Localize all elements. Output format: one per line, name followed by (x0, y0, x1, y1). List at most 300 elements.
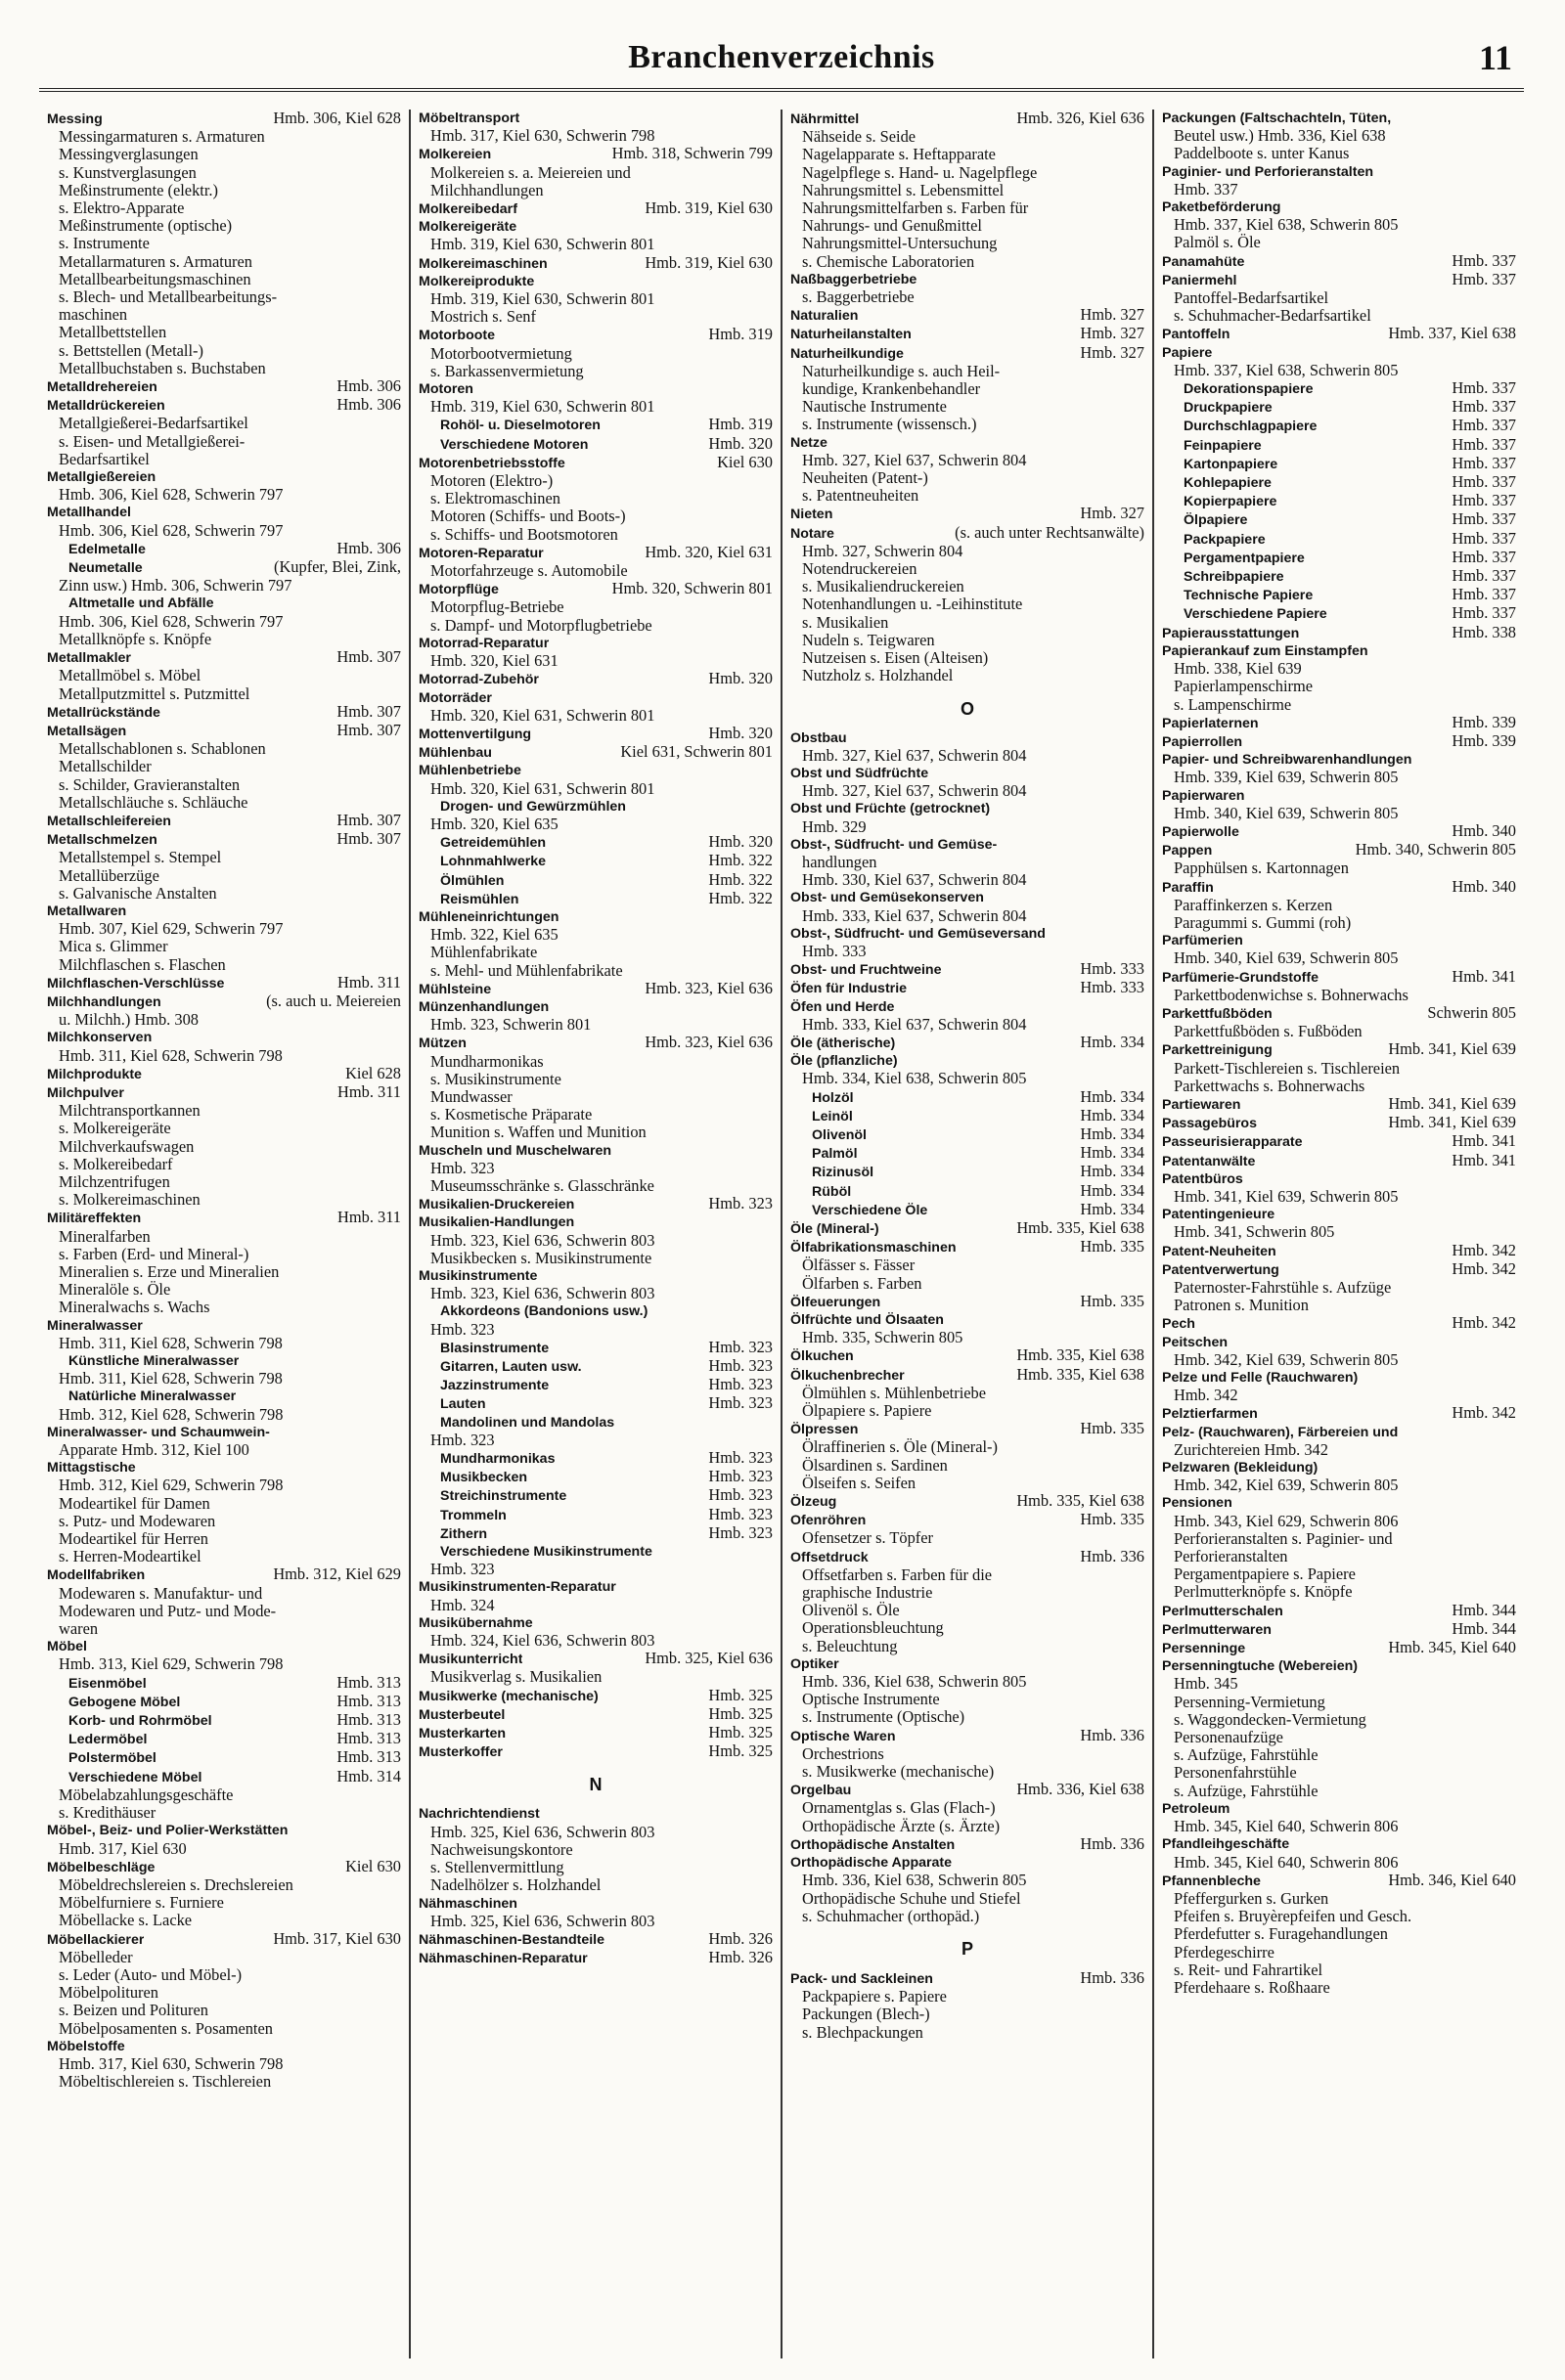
entry-line: Papphülsen s. Kartonnagen (1174, 859, 1349, 878)
entry-line: Nautische Instrumente (802, 398, 947, 417)
entry-reference: Hmb. 341, Kiel 639 (1388, 1113, 1516, 1132)
entry-heading: Offsetdruck (790, 1549, 869, 1565)
entry-line: Hmb. 327, Kiel 637, Schwerin 804 (802, 746, 1027, 765)
entry-heading-row (1162, 1314, 1516, 1333)
entry-heading-row (1162, 163, 1516, 181)
entry-line: Ölpapiere s. Papiere (802, 1402, 932, 1421)
entry-heading-row (419, 798, 773, 815)
entry-line: Hmb. 312, Kiel 629, Schwerin 798 (59, 1476, 284, 1495)
entry-heading: Partiewaren (1162, 1096, 1241, 1113)
entry-heading-row (790, 271, 1144, 288)
entry-heading-row (47, 1748, 401, 1767)
directory-entry (47, 812, 401, 830)
directory-entry (1162, 549, 1516, 567)
entry-line: Nähseide s. Seide (802, 128, 917, 147)
entry-reference: Hmb. 336 (1080, 1546, 1144, 1565)
entry-line: s. Herren-Modeartikel (59, 1548, 201, 1566)
entry-heading: Motorpflüge (419, 582, 499, 598)
entry-line: Packpapiere s. Papiere (802, 1988, 947, 2006)
entry-heading: Pelzwaren (Bekleidung) (1162, 1460, 1319, 1476)
entry-line: Hmb. 317, Kiel 630 (59, 1839, 187, 1858)
entry-heading: Mineralwasser (47, 1317, 143, 1334)
entry-heading-row (419, 254, 773, 273)
entry-heading-row (1162, 344, 1516, 362)
directory-entry (1162, 1835, 1516, 1871)
entry-reference: Hmb. 335 (1080, 1291, 1144, 1310)
directory-entry (790, 1492, 1144, 1511)
directory-entry (47, 992, 401, 1029)
entry-heading: Pelz- (Rauchwaren), Färbereien und (1162, 1424, 1399, 1440)
entry-heading: Pfandleihgeschäfte (1162, 1836, 1290, 1853)
entry-line: Hmb. 323, Kiel 636, Schwerin 803 (430, 1231, 655, 1250)
entry-reference: Hmb. 318, Schwerin 799 (611, 144, 773, 163)
page-header (39, 29, 1524, 100)
entry-heading: Motorenbetriebsstoffe (419, 455, 565, 471)
entry-heading-row (419, 110, 773, 127)
entry-reference: Hmb. 345, Kiel 640 (1388, 1638, 1516, 1657)
directory-entry (47, 1730, 401, 1748)
entry-heading: Patent-Neuheiten (1162, 1243, 1276, 1259)
directory-entry (790, 1163, 1144, 1181)
entry-line: s. Schilder, Gravieranstalten (59, 775, 241, 794)
directory-entry (419, 725, 773, 743)
entry-heading: Mühlenbetriebe (419, 763, 521, 779)
entry-line: Palmöl s. Öle (1174, 234, 1261, 252)
entry-line: s. Musikaliendruckereien (802, 578, 964, 596)
directory-entry (790, 1420, 1144, 1492)
entry-heading: Polstermöbel (68, 1750, 156, 1767)
entry-heading: Papier- und Schreibwarenhandlungen (1162, 752, 1412, 769)
entry-heading-row (790, 344, 1144, 363)
entry-line: s. Stellenvermittlung (430, 1859, 564, 1877)
entry-line: Orthopädische Ärzte (s. Ärzte) (802, 1817, 1001, 1835)
entry-heading-row (790, 1125, 1144, 1144)
entry-reference: Hmb. 341, Kiel 639 (1388, 1039, 1516, 1059)
directory-entry (419, 1805, 773, 1894)
entry-reference: Kiel 630 (717, 452, 773, 471)
entry-line: Metallknöpfe s. Knöpfe (59, 630, 212, 648)
entry-heading: Ofenröhren (790, 1513, 867, 1529)
header-rule (39, 88, 1524, 92)
entry-line: Modeartikel für Herren (59, 1530, 208, 1549)
entry-heading-row (47, 396, 401, 415)
entry-heading: Natürliche Mineralwasser (68, 1388, 237, 1405)
entry-heading: Naßbaggerbetriebe (790, 271, 917, 287)
entry-line: Papierlampenschirme (1174, 678, 1314, 696)
directory-entry (1162, 1114, 1516, 1132)
entry-heading: Nähmaschinen (419, 1895, 517, 1912)
entry-heading-row (47, 648, 401, 667)
entry-reference: Hmb. 339 (1452, 730, 1516, 750)
directory-entry (419, 1705, 773, 1724)
entry-reference: Hmb. 339 (1452, 712, 1516, 731)
entry-line: Personenaufzüge (1174, 1729, 1283, 1747)
directory-entry (790, 1052, 1144, 1087)
entry-heading-row (1162, 1170, 1516, 1188)
entry-heading-row (47, 722, 401, 740)
directory-entry (1162, 510, 1516, 529)
directory-entry (790, 344, 1144, 434)
entry-line: Nachweisungskontore (430, 1840, 573, 1859)
entry-heading-row (419, 1195, 773, 1213)
entry-heading: Paraffin (1162, 879, 1214, 896)
entry-heading-row (1162, 822, 1516, 841)
directory-entry (419, 145, 773, 199)
entry-heading-row (47, 1693, 401, 1711)
entry-heading: Lauten (440, 1396, 486, 1413)
entry-reference: Hmb. 340 (1452, 876, 1516, 896)
entry-heading-row (790, 925, 1144, 943)
entry-heading: Nährmittel (790, 111, 860, 127)
entry-heading-row (47, 1711, 401, 1730)
entry-line: Ölmühlen s. Mühlenbetriebe (802, 1384, 986, 1402)
entry-heading: Pappen (1162, 843, 1213, 859)
entry-reference: Hmb. 335 (1080, 1419, 1144, 1438)
entry-line: Naturheilkundige s. auch Heil- (802, 362, 1001, 380)
entry-heading: Künstliche Mineralwasser (68, 1353, 240, 1370)
entry-heading-row (47, 468, 401, 486)
entry-heading: Rüböl (812, 1183, 852, 1200)
entry-heading: Peitschen (1162, 1334, 1229, 1350)
entry-reference: Hmb. 337 (1452, 528, 1516, 548)
directory-entry (419, 1267, 773, 1302)
entry-heading-row (419, 1524, 773, 1543)
entry-heading-row (790, 1034, 1144, 1052)
entry-reference: Hmb. 338 (1452, 622, 1516, 641)
directory-entry (47, 504, 401, 539)
entry-heading: Modellfabriken (47, 1567, 146, 1584)
entry-heading-row (1162, 1260, 1516, 1279)
entry-heading-row (790, 1492, 1144, 1511)
section-letter: N (589, 1775, 603, 1795)
entry-heading: Verschiedene Papiere (1184, 606, 1327, 623)
directory-entry (419, 689, 773, 725)
entry-reference: Hmb. 335 (1080, 1510, 1144, 1529)
directory-entry (1162, 567, 1516, 586)
entry-heading: Persenninge (1162, 1641, 1246, 1657)
entry-reference: Hmb. 311 (337, 972, 401, 992)
entry-reference: Hmb. 326 (708, 1928, 773, 1948)
entry-heading-row (790, 765, 1144, 782)
entry-line: s. Beizen und Polituren (59, 2002, 208, 2020)
entry-line: Offsetfarben s. Farben für die (802, 1565, 993, 1584)
entry-reference: Hmb. 325 (708, 1703, 773, 1723)
entry-heading: Eisenmöbel (68, 1675, 147, 1692)
entry-heading: Naturheilanstalten (790, 327, 912, 343)
entry-heading: Paniermehl (1162, 272, 1237, 288)
entry-heading-row (790, 1052, 1144, 1070)
entry-heading-row (790, 998, 1144, 1016)
entry-heading: Möbelbeschläge (47, 1859, 156, 1875)
entry-reference: Hmb. 319 (708, 325, 773, 344)
directory-entry (419, 1449, 773, 1468)
entry-heading-row (1162, 1334, 1516, 1351)
entry-heading-row (419, 852, 773, 870)
directory-entry (790, 800, 1144, 835)
entry-line: s. Barkassenvermietung (430, 362, 584, 380)
entry-heading-row (790, 1969, 1144, 1988)
entry-line: Mineralöle s. Öle (59, 1281, 171, 1300)
entry-heading-row (419, 1142, 773, 1160)
entry-line: Bedarfsartikel (59, 450, 150, 468)
entry-reference: Hmb. 326 (708, 1948, 773, 1967)
entry-reference: Hmb. 323 (708, 1337, 773, 1356)
directory-entry (1162, 822, 1516, 841)
directory-entry (419, 1687, 773, 1705)
entry-heading-row (790, 1293, 1144, 1311)
entry-heading: Ölkuchenbrecher (790, 1367, 905, 1384)
entry-heading: Möbelstoffe (47, 2038, 125, 2054)
entry-heading-row (1162, 510, 1516, 529)
entry-line: Hmb. 311, Kiel 628, Schwerin 798 (59, 1370, 283, 1388)
entry-heading-row (1162, 878, 1516, 897)
entry-reference: Hmb. 325, Kiel 636 (645, 1649, 773, 1668)
directory-entry (419, 1742, 773, 1761)
entry-heading: Obst und Früchte (getrocknet) (790, 801, 991, 817)
entry-heading-row (790, 960, 1144, 979)
directory-entry (1162, 732, 1516, 751)
entry-line: s. Leder (Auto- und Möbel-) (59, 1965, 243, 1984)
entry-reference: Hmb. 320, Kiel 631 (645, 542, 773, 561)
directory-entry (419, 1486, 773, 1505)
directory-entry (790, 1238, 1144, 1293)
entry-heading-row (790, 800, 1144, 817)
directory-entry (790, 1854, 1144, 1925)
entry-heading: Mottenvertilgung (419, 726, 532, 742)
entry-heading: Metallschleifereien (47, 813, 171, 829)
entry-heading: Metallsägen (47, 723, 127, 739)
entry-heading-row (419, 1742, 773, 1761)
directory-entry (47, 1822, 401, 1857)
entry-line: s. Aufzüge, Fahrstühle (1174, 1782, 1319, 1800)
directory-entry (47, 1065, 401, 1083)
entry-heading-row (790, 1163, 1144, 1181)
directory-entry (47, 1424, 401, 1459)
directory-entry (790, 524, 1144, 685)
directory-entry (47, 1638, 401, 1673)
entry-line: Mostrich s. Senf (430, 308, 536, 327)
directory-entry (790, 1201, 1144, 1219)
entry-line: Nahrungsmittel s. Lebensmittel (802, 181, 1005, 199)
entry-heading-row (1162, 624, 1516, 642)
directory-entry (1162, 163, 1516, 198)
directory-entry (1162, 530, 1516, 549)
entry-line: Nahrungs- und Genußmittel (802, 217, 982, 236)
entry-line: s. Waggondecken-Vermietung (1174, 1710, 1366, 1729)
entry-line: handlungen (802, 853, 877, 871)
entry-reference: Hmb. 313 (336, 1729, 401, 1748)
directory-entry (47, 540, 401, 558)
directory-entry (1162, 787, 1516, 822)
directory-entry (419, 1142, 773, 1196)
entry-heading-row (419, 1543, 773, 1561)
directory-entry (47, 1209, 401, 1316)
entry-heading: Motoren (419, 381, 473, 398)
entry-reference: Hmb. 306 (336, 395, 401, 415)
entry-heading: Motoren-Reparatur (419, 545, 544, 561)
entry-line: Hmb. 319, Kiel 630, Schwerin 801 (430, 290, 655, 309)
entry-heading-row (790, 1835, 1144, 1854)
entry-reference: Hmb. 327 (1080, 342, 1144, 362)
entry-heading-row (790, 1311, 1144, 1329)
entry-line: Meßinstrumente (optische) (59, 217, 233, 236)
entry-heading: Panamahüte (1162, 253, 1245, 270)
entry-reference: Hmb. 327 (1080, 324, 1144, 343)
entry-reference: Hmb. 334 (1080, 1086, 1144, 1106)
directory-entry (1162, 473, 1516, 492)
entry-line: Hmb. 337 (1174, 180, 1238, 198)
directory-entry (1162, 1334, 1516, 1369)
entry-reference: Hmb. 336 (1080, 1833, 1144, 1853)
entry-line: Hmb. 325, Kiel 636, Schwerin 803 (430, 1912, 655, 1930)
directory-entry (419, 762, 773, 797)
entry-heading-row (47, 1674, 401, 1693)
entry-line: s. Schuhmacher (orthopäd.) (802, 1907, 980, 1925)
directory-entry (419, 998, 773, 1034)
directory-entry (419, 1578, 773, 1613)
entry-line: Hmb. 327, Kiel 637, Schwerin 804 (802, 782, 1027, 801)
entry-line: Apparate Hmb. 312, Kiel 100 (59, 1441, 249, 1460)
entry-heading: Patentingenieure (1162, 1207, 1275, 1223)
entry-line: Munition s. Waffen und Munition (430, 1124, 647, 1142)
directory-entry (790, 889, 1144, 924)
entry-heading: Möbeltransport (419, 110, 520, 126)
entry-reference: Hmb. 312, Kiel 629 (273, 1565, 401, 1584)
entry-reference: Hmb. 337 (1452, 250, 1516, 270)
entry-reference: Hmb. 313 (336, 1747, 401, 1767)
entry-heading: Ölpressen (790, 1422, 859, 1438)
entry-line: Meßinstrumente (elektr.) (59, 181, 218, 199)
entry-line: s. Schuhmacher-Bedarfsartikel (1174, 307, 1371, 326)
entry-heading: Druckpapiere (1184, 400, 1273, 417)
entry-heading: Ölfeuerungen (790, 1294, 881, 1310)
entry-heading-row (1162, 1872, 1516, 1890)
entry-heading: Papiere (1162, 344, 1213, 361)
entry-reference: Hmb. 334 (1080, 1105, 1144, 1124)
entry-line: Pferdehaare s. Roßhaare (1174, 1978, 1330, 1997)
entry-line: Hmb. 337, Kiel 638, Schwerin 805 (1174, 361, 1399, 379)
entry-heading: Passeurisierapparate (1162, 1134, 1303, 1151)
entry-line: Milchtransportkannen (59, 1102, 201, 1121)
entry-heading-row (790, 1088, 1144, 1107)
entry-line: Möbeltischlereien s. Tischlereien (59, 2073, 272, 2092)
entry-heading: Musikalien-Handlungen (419, 1214, 575, 1231)
entry-reference: Hmb. 307 (336, 810, 401, 829)
entry-line: Hmb. 333, Kiel 637, Schwerin 804 (802, 906, 1027, 925)
directory-entry (47, 1565, 401, 1638)
entry-line: Hmb. 320, Kiel 631 (430, 652, 559, 671)
entry-line: Hmb. 345 (1174, 1675, 1238, 1694)
entry-heading-row (1162, 1800, 1516, 1818)
entry-heading-row (419, 1449, 773, 1468)
entry-heading: Metalldrehereien (47, 379, 157, 396)
directory-entry (790, 925, 1144, 960)
entry-heading-row (1162, 841, 1516, 859)
entry-line: Molkereien s. a. Meiereien und (430, 163, 631, 182)
entry-heading-row (1162, 1242, 1516, 1260)
entry-reference: Hmb. 327 (1080, 305, 1144, 325)
directory-entry (419, 1930, 773, 1949)
entry-reference: Hmb. 334 (1080, 1124, 1144, 1143)
directory-entry (790, 979, 1144, 997)
directory-entry (419, 218, 773, 253)
entry-heading: Orthopädische Apparate (790, 1855, 953, 1872)
entry-heading-row (419, 689, 773, 707)
entry-heading: Mandolinen und Mandolas (440, 1414, 615, 1431)
entry-heading-row (47, 504, 401, 521)
entry-heading: Molkereigeräte (419, 219, 517, 236)
entry-heading-row (419, 544, 773, 562)
entry-line: Motorbootvermietung (430, 344, 572, 363)
entry-line: Hmb. 312, Kiel 628, Schwerin 798 (59, 1405, 284, 1424)
entry-heading-row (47, 974, 401, 992)
entry-heading: Milchflaschen-Verschlüsse (47, 975, 225, 992)
entry-line: Mundharmonikas (430, 1052, 544, 1071)
directory-entry (790, 1511, 1144, 1547)
entry-heading: Obst-, Südfrucht- und Gemüseversand (790, 925, 1046, 942)
entry-reference: Hmb. 323 (708, 1467, 773, 1486)
entry-heading-row (47, 1209, 401, 1227)
entry-line: Hmb. 336, Kiel 638, Schwerin 805 (802, 1673, 1027, 1692)
entry-heading: Parkettfußböden (1162, 1005, 1273, 1022)
entry-heading-row (419, 273, 773, 290)
directory-entry (1162, 1152, 1516, 1170)
entry-heading-row (47, 110, 401, 128)
entry-heading-row (790, 1238, 1144, 1256)
entry-heading: Pech (1162, 1316, 1195, 1333)
directory-entry (790, 729, 1144, 765)
entry-heading-row (47, 703, 401, 722)
entry-heading: Notare (790, 525, 834, 542)
directory-entry (47, 703, 401, 722)
entry-line: Hmb. 335, Schwerin 805 (802, 1329, 963, 1347)
entry-line: Ofensetzer s. Töpfer (802, 1529, 933, 1548)
entry-heading: Optiker (790, 1655, 839, 1672)
entry-heading: Möbel (47, 1639, 87, 1655)
entry-heading-row (790, 836, 1144, 854)
entry-reference: Hmb. 306, Kiel 628 (273, 110, 401, 127)
entry-heading: Möbel-, Beiz- und Polier-Werkstätten (47, 1823, 289, 1839)
entry-heading: Pfannenbleche (1162, 1873, 1261, 1889)
entry-reference: Kiel 628 (345, 1063, 401, 1082)
directory-entry (419, 1724, 773, 1742)
page-number: 11 (1478, 38, 1512, 77)
entry-line: Olivenöl s. Öle (802, 1602, 900, 1620)
directory-entry (419, 110, 773, 145)
entry-line: Museumsschränke s. Glasschränke (430, 1176, 654, 1195)
entry-line: s. Schiffs- und Bootsmotoren (430, 525, 618, 544)
entry-line: Hmb. 306, Kiel 628, Schwerin 797 (59, 486, 284, 505)
entry-line: Beutel usw.) Hmb. 336, Kiel 638 (1174, 127, 1386, 146)
entry-heading: Mühlenbau (419, 745, 492, 762)
entry-line: Modeartikel für Damen (59, 1494, 210, 1513)
entry-reference: Hmb. 307 (336, 701, 401, 721)
directory-entry (419, 454, 773, 544)
entry-heading-row (419, 1357, 773, 1376)
directory-entry (790, 1088, 1144, 1107)
entry-heading: Jazzinstrumente (440, 1378, 550, 1394)
directory-entry (1162, 325, 1516, 343)
entry-line: s. Musikalien (802, 613, 889, 632)
entry-line: Hmb. 323 (430, 1561, 495, 1579)
entry-heading: Ölfrüchte und Ölsaaten (790, 1312, 944, 1328)
entry-line: Parkettfußböden s. Fußböden (1174, 1023, 1363, 1041)
entry-heading: Öle (pflanzliche) (790, 1053, 898, 1070)
entry-line: Metallschablonen s. Schablonen (59, 740, 266, 759)
entry-heading: Optische Waren (790, 1728, 896, 1744)
entry-heading-row (419, 890, 773, 908)
entry-heading: Rizinusöl (812, 1165, 874, 1181)
